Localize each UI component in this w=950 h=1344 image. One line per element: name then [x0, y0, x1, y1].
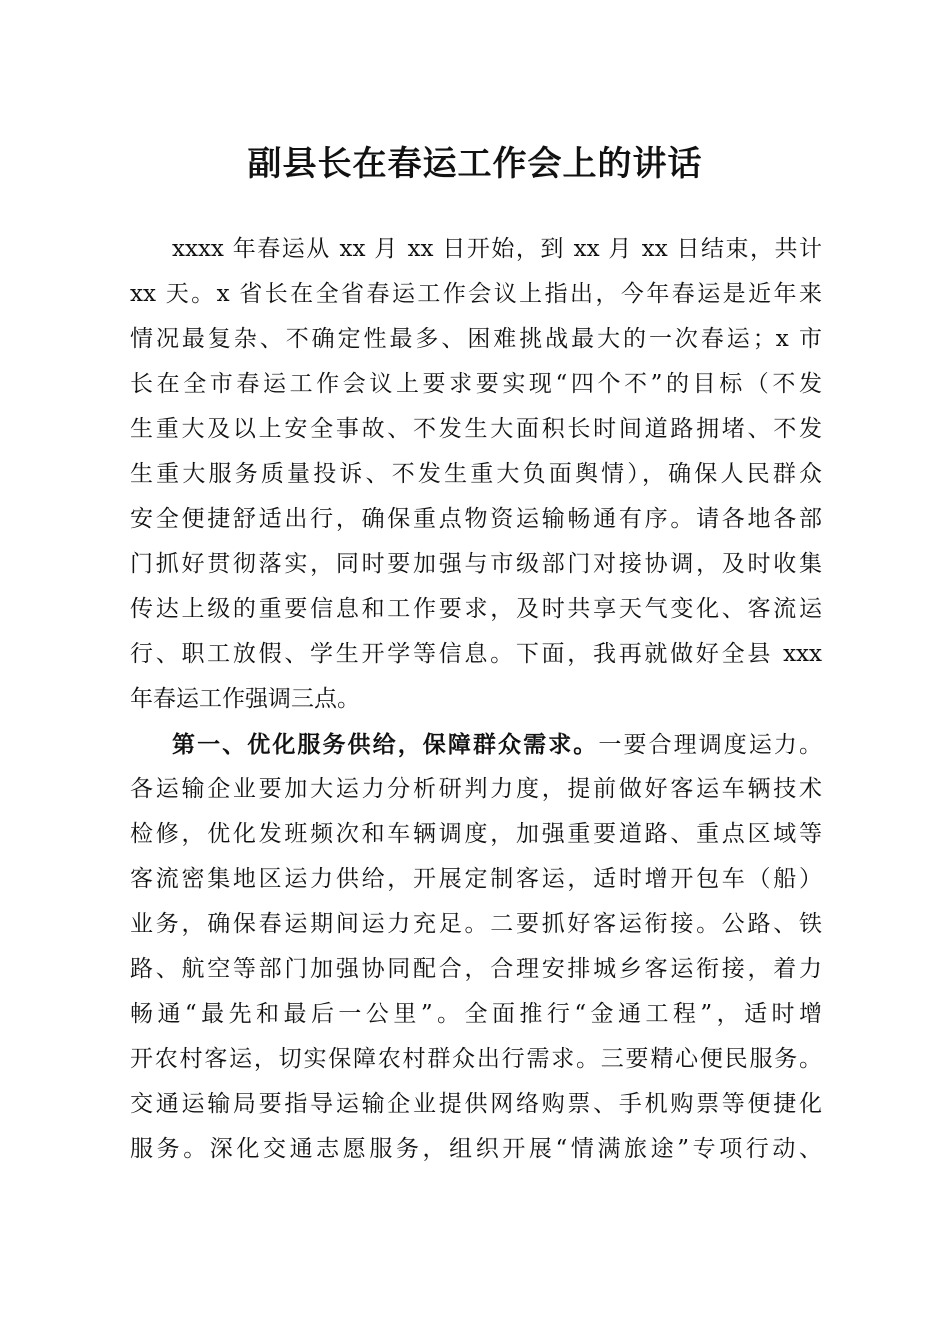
text-line: 客流密集地区运力供给，开展定制客运，适时增开包车（船） [130, 866, 822, 892]
text-line: 各运输企业要加大运力分析研判力度，提前做好客运车辆技术 [130, 776, 822, 802]
text-span: 一要合理调度运力。 [598, 732, 823, 758]
text-line: 检修，优化发班频次和车辆调度，加强重要道路、重点区域等 [130, 821, 822, 847]
text-line: xxxx 年春运从 xx 月 xx 日开始，到 xx 月 xx 日结束，共计 [172, 236, 822, 262]
text-line: 传达上级的重要信息和工作要求，及时共享天气变化、客流运 [130, 596, 822, 622]
text-line: 情况最复杂、不确定性最多、困难挑战最大的一次春运；x 市 [130, 326, 822, 352]
text-line: 安全便捷舒适出行，确保重点物资运输畅通有序。请各地各部 [130, 506, 822, 532]
paragraph-first-point [130, 722, 822, 1172]
text-line: 生重大服务质量投诉、不发生重大负面舆情），确保人民群众 [130, 461, 822, 487]
text-line: xx 天。x 省长在全省春运工作会议上指出，今年春运是近年来 [130, 281, 822, 307]
text-line: 门抓好贯彻落实，同时要加强与市级部门对接协调，及时收集 [130, 551, 822, 577]
text-line: 路、航空等部门加强协同配合，合理安排城乡客运衔接，着力 [130, 956, 822, 982]
text-line: 年春运工作强调三点。 [130, 686, 360, 712]
document-title: 副县长在春运工作会上的讲话 [247, 144, 703, 184]
text-line: 业务，确保春运期间运力充足。二要抓好客运衔接。公路、铁 [130, 911, 822, 937]
text-line: 生重大及以上安全事故、不发生大面积长时间道路拥堵、不发 [130, 416, 822, 442]
text-line [130, 722, 822, 767]
paragraph-intro [130, 227, 822, 722]
section-heading: 第一、优化服务供给，保障群众需求。 [172, 731, 599, 758]
text-line: 开农村客运，切实保障农村群众出行需求。三要精心便民服务。 [130, 1046, 822, 1072]
text-line: 长在全市春运工作会议上要求要实现“四个不”的目标（不发 [130, 371, 822, 397]
text-line: 畅通“最先和最后一公里”。全面推行“金通工程”，适时增 [130, 1001, 822, 1027]
text-line: 行、职工放假、学生开学等信息。下面，我再就做好全县 xxx [130, 641, 822, 667]
text-line: 服务。深化交通志愿服务，组织开展“情满旅途”专项行动、 [130, 1136, 822, 1162]
text-line: 交通运输局要指导运输企业提供网络购票、手机购票等便捷化 [130, 1091, 822, 1117]
document-body [130, 227, 822, 1172]
